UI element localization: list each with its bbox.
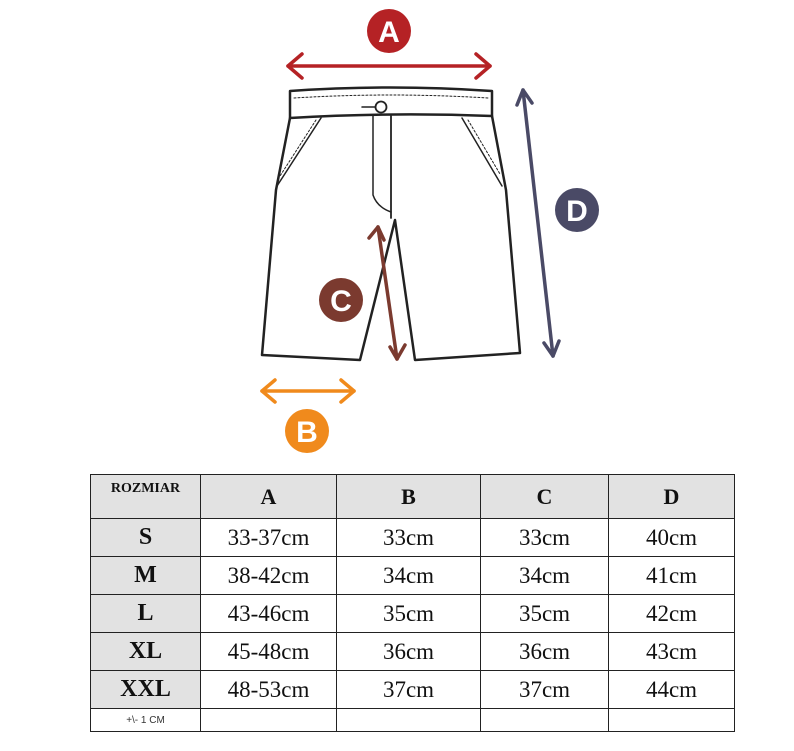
- right-pocket: [462, 118, 502, 186]
- arrow-b: [262, 380, 354, 402]
- table-row: [91, 671, 735, 709]
- size-column-header: ROZMIAR: [91, 475, 201, 519]
- table-row: [91, 595, 735, 633]
- blank-cell: [337, 709, 481, 732]
- value-cell: 43cm: [609, 633, 735, 671]
- badge-b-label: B: [296, 416, 318, 449]
- table-row: [91, 519, 735, 557]
- value-cell: 45-48cm: [201, 633, 337, 671]
- badge-c-label: C: [330, 285, 352, 318]
- value-cell: 35cm: [481, 595, 609, 633]
- size-chart-table: [90, 474, 735, 732]
- value-cell: 41cm: [609, 557, 735, 595]
- fly-seam: [373, 116, 391, 212]
- column-header-b: B: [337, 475, 481, 519]
- value-cell: 38-42cm: [201, 557, 337, 595]
- value-cell: 40cm: [609, 519, 735, 557]
- value-cell: 33cm: [337, 519, 481, 557]
- blank-cell: [201, 709, 337, 732]
- value-cell: 42cm: [609, 595, 735, 633]
- column-header-a: A: [201, 475, 337, 519]
- table-row: [91, 557, 735, 595]
- arrow-a: [288, 54, 490, 78]
- arrow-d: [517, 90, 559, 356]
- value-cell: 43-46cm: [201, 595, 337, 633]
- value-cell: 36cm: [481, 633, 609, 671]
- waistband: [290, 88, 492, 119]
- tolerance-row: [91, 709, 735, 732]
- tolerance-note: +\- 1 CM: [91, 709, 201, 732]
- value-cell: 36cm: [337, 633, 481, 671]
- value-cell: 48-53cm: [201, 671, 337, 709]
- table-row: [91, 633, 735, 671]
- column-header-c: C: [481, 475, 609, 519]
- column-header-d: D: [609, 475, 735, 519]
- value-cell: 34cm: [481, 557, 609, 595]
- button-icon: [376, 102, 387, 113]
- table-header-row: [91, 475, 735, 519]
- value-cell: 34cm: [337, 557, 481, 595]
- waistband-stitch: [294, 95, 488, 98]
- blank-cell: [481, 709, 609, 732]
- value-cell: 44cm: [609, 671, 735, 709]
- value-cell: 33cm: [481, 519, 609, 557]
- size-label: XL: [91, 633, 201, 671]
- blank-cell: [609, 709, 735, 732]
- value-cell: 33-37cm: [201, 519, 337, 557]
- badge-a-label: A: [378, 16, 400, 49]
- value-cell: 37cm: [481, 671, 609, 709]
- value-cell: 37cm: [337, 671, 481, 709]
- size-label: S: [91, 519, 201, 557]
- size-label: L: [91, 595, 201, 633]
- size-label: XXL: [91, 671, 201, 709]
- value-cell: 35cm: [337, 595, 481, 633]
- badge-d-label: D: [566, 195, 588, 228]
- size-label: M: [91, 557, 201, 595]
